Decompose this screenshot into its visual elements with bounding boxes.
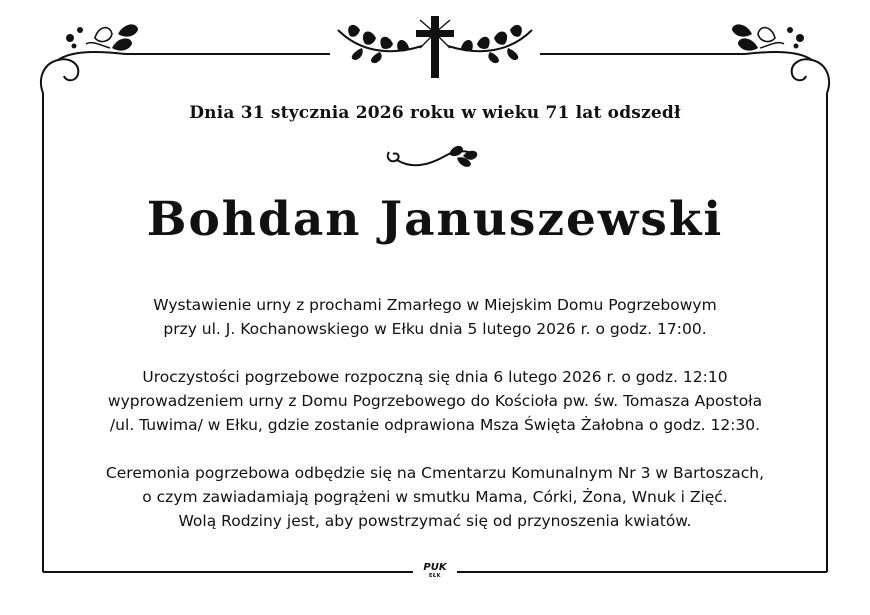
swirl-leaf-icon (383, 140, 487, 176)
paragraph-urn-exhibition (50, 293, 820, 341)
death-announcement-headline: Dnia 31 stycznia 2026 roku w wieku 71 lat odszedł (189, 103, 681, 123)
paragraph-cemetery (50, 461, 820, 533)
paragraph-funeral-ceremony (50, 365, 820, 437)
floral-corner-left-icon (41, 24, 138, 93)
text-line: Wystawienie urny z prochami Zmarłego w Miejskim Domu Pogrzebowym (153, 296, 717, 314)
floral-corner-right-icon (732, 24, 829, 93)
text-line: wyprowadzeniem urny z Domu Pogrzebowego do Kościoła pw. św. Tomasza Apostoła (107, 392, 763, 410)
cross-with-laurel-icon (338, 16, 532, 78)
text-line: Ceremonia pogrzebowa odbędzie się na Cmentarzu Komunalnym Nr 3 w Bartoszach, (105, 464, 765, 482)
announcement-body (50, 293, 820, 557)
text-line: o czym zawiadamiają pogrążeni w smutku Mama, Córki, Żona, Wnuk i Zięć. (142, 488, 728, 506)
text-line: Uroczystości pogrzebowe rozpoczną się dnia 6 lutego 2026 r. o godz. 12:10 (142, 368, 728, 386)
logo-sub-text: EŁK (428, 573, 441, 579)
puk-logo (420, 562, 450, 579)
text-line: /ul. Tuwima/ w Ełku, gdzie zostanie odprawiona Msza Święta Żałobna o godz. 12:30. (109, 416, 761, 434)
text-line: przy ul. J. Kochanowskiego w Ełku dnia 5 lutego 2026 r. o godz. 17:00. (163, 320, 707, 338)
text-line: Wolą Rodziny jest, aby powstrzymać się od przynoszenia kwiatów. (178, 512, 692, 530)
deceased-name: Bohdan Januszewski (146, 192, 724, 247)
logo-main-text: PUK (423, 562, 447, 573)
